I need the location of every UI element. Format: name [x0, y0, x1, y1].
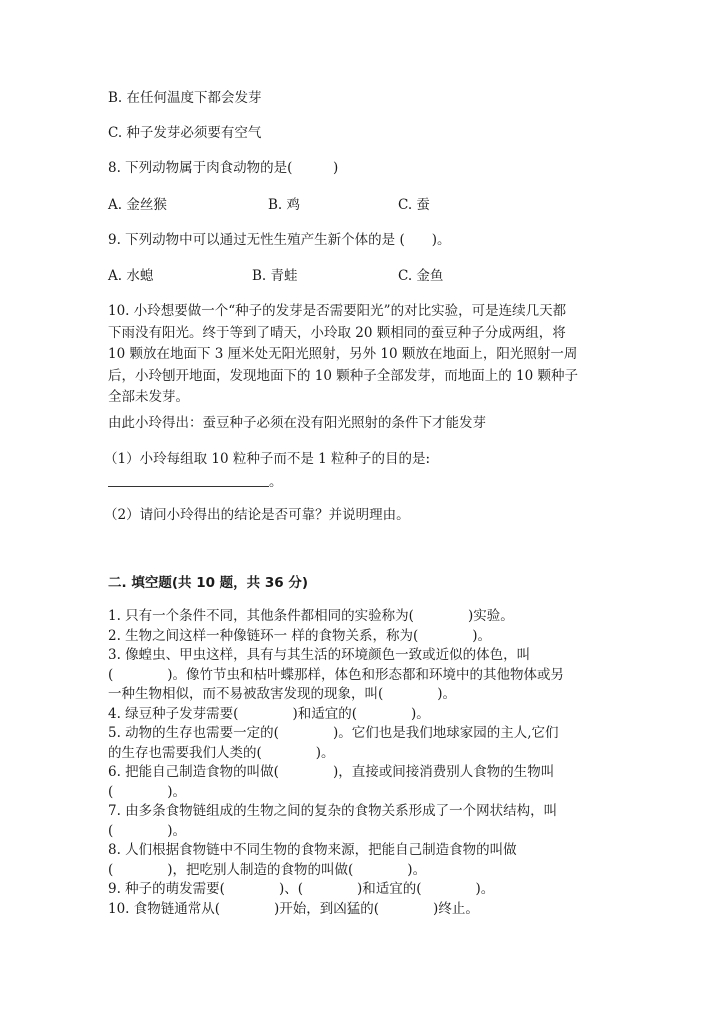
fill-line: 6. 把能自己制造食物的叫做( )，直接或间接消费别人食物的生物叫: [108, 764, 555, 780]
section-title: 二. 填空题(共 10 题，共 36 分): [108, 575, 309, 591]
fill-line: 8. 人们根据食物链中不同生物的食物来源，把能自己制造食物的叫做: [108, 842, 517, 858]
fill-blank-questions: [108, 607, 628, 919]
q8-option-b: B. 鸡: [268, 197, 301, 213]
q10-stem-line: 全部未发芽。: [108, 389, 189, 405]
fill-line: ( )，把吃别人制造的食物的叫做( )。: [108, 861, 427, 878]
q8-option-c: C. 蚕: [398, 197, 430, 213]
fill-line: 一种生物相似，而不易被敌害发现的现象，叫( )。: [108, 686, 457, 702]
fill-line: 4. 绿豆种子发芽需要( )和适宜的( )。: [108, 705, 430, 722]
q10-stem-line: 10. 小玲想要做一个“种子的发芽是否需要阳光”的对比实验，可是连续几天都: [108, 303, 567, 319]
q7-option-b: B. 在任何温度下都会发芽: [108, 90, 262, 106]
fill-line: 9. 种子的萌发需要( )、( )和适宜的( )。: [108, 881, 495, 897]
q7-option-c: C. 种子发芽必须要有空气: [108, 125, 262, 141]
q9-stem: 9. 下列动物中可以通过无性生殖产生新个体的是 ( )。: [108, 232, 451, 248]
fill-line: 的生存也需要我们人类的( )。: [108, 744, 335, 761]
fill-line: 3. 像蝗虫、甲虫这样，具有与其生活的环境颜色一致或近似的体色，叫: [108, 647, 531, 663]
answer-blank-line: [108, 486, 269, 487]
fill-line: ( )。: [108, 822, 187, 839]
q10-stem: [108, 301, 613, 409]
q8-option-a: A. 金丝猴: [108, 197, 167, 213]
q9-option-a: A. 水螅: [108, 268, 154, 284]
fill-line: 10. 食物链通常从( )开始，到凶猛的( )终止。: [108, 900, 479, 917]
fill-line: 7. 由多条食物链组成的生物之间的复杂的食物关系形成了一个网状结构，叫: [108, 803, 558, 819]
q10-conclusion: 由此小玲得出：蚕豆种子必须在没有阳光照射的条件下才能发芽: [108, 415, 486, 431]
q10-stem-line: 后，小玲刨开地面，发现地面下的 10 颗种子全部发芽，而地面上的 10 颗种子: [108, 367, 579, 384]
q9-option-b: B. 青蛙: [252, 268, 298, 284]
q10-sub1-end: 。: [269, 474, 283, 490]
fill-line: 2. 生物之间这样一种像链环一 样的食物关系，称为( )。: [108, 627, 491, 644]
q10-stem-line: 10 颗放在地面下 3 厘米处无阳光照射，另外 10 颗放在地面上，阳光照射一周: [108, 346, 578, 362]
fill-line: ( )。: [108, 783, 187, 800]
fill-line: 5. 动物的生存也需要一定的( )。它们也是我们地球家园的主人,它们: [108, 725, 559, 741]
q10-sub1: （1）小玲每组取 10 粒种子而不是 1 粒种子的目的是:: [104, 451, 431, 467]
q9-option-c: C. 金鱼: [398, 268, 444, 284]
fill-line: ( )。像竹节虫和枯叶蝶那样，体色和形态都和环境中的其他物体或另: [108, 666, 565, 683]
q10-sub2: （2）请问小玲得出的结论是否可靠？并说明理由。: [104, 507, 410, 523]
q8-stem: 8. 下列动物属于肉食动物的是( ): [108, 160, 339, 176]
fill-line: 1. 只有一个条件不同，其他条件都相同的实验称为( )实验。: [108, 608, 514, 624]
q10-stem-line: 下雨没有阳光。终于等到了晴天，小玲取 20 颗相同的蚕豆种子分成两组，将: [108, 324, 566, 341]
